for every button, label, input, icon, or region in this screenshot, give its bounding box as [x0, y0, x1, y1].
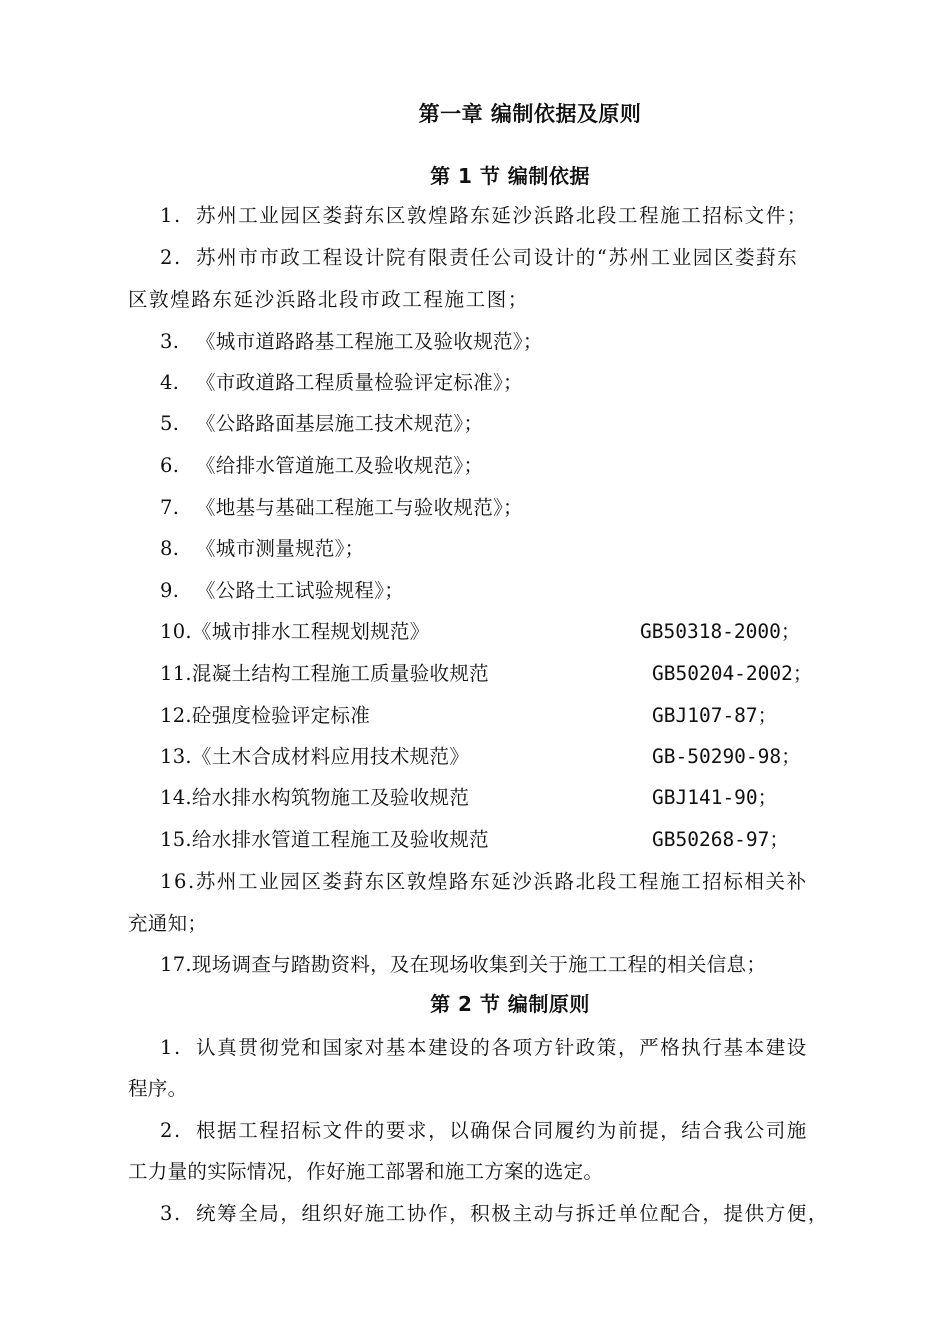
item-text: 给水排水构筑物施工及验收规范	[191, 786, 470, 809]
item-number: 6.	[160, 454, 180, 477]
basis-item-6	[160, 448, 483, 484]
basis-item-2	[160, 240, 798, 276]
basis-item-13	[160, 739, 469, 775]
basis-item-16-continued: 充通知；	[128, 912, 208, 935]
standard-code: GB-50290-98；	[652, 745, 801, 768]
chapter-title: 第一章 编制依据及原则	[418, 102, 642, 126]
item-text: 《公路路面基层施工技术规范》；	[196, 412, 484, 435]
principle-item-3	[160, 1196, 829, 1232]
standard-code: GB50318-2000；	[640, 620, 801, 643]
item-number: 11.	[160, 662, 192, 685]
item-text: 根据工程招标文件的要求，以确保合同履约为前提，结合我公司施	[196, 1119, 808, 1142]
basis-item-14	[160, 780, 469, 816]
basis-item-4	[160, 365, 523, 401]
item-text: 苏州工业园区娄葑东区敦煌路东延沙浜路北段工程施工招标文件；	[196, 204, 808, 227]
item-text: 《市政道路工程质量检验评定标准》；	[196, 371, 523, 394]
item-number: 16.	[160, 870, 196, 893]
standard-code: GBJ141-90；	[652, 786, 778, 809]
item-text: 苏州工业园区娄葑东区敦煌路东延沙浜路北段工程施工招标相关补	[195, 870, 808, 893]
section-2-title: 第 2 节 编制原则	[430, 992, 590, 1016]
item-text: 《公路土工试验规程》；	[196, 579, 405, 602]
item-number: 17.	[160, 953, 192, 976]
item-text: 苏州市市政工程设计院有限责任公司设计的“苏州工业园区娄葑东	[196, 246, 799, 269]
basis-item-10	[160, 614, 430, 650]
standard-code: GBJ107-87；	[652, 704, 778, 727]
basis-item-16	[160, 864, 808, 900]
item-text: 给水排水管道工程施工及验收规范	[191, 828, 489, 851]
item-text: 现场调查与踏勘资料，及在现场收集到关于施工工程的相关信息；	[191, 953, 767, 976]
basis-item-15	[160, 822, 489, 858]
item-number: 1.	[160, 1036, 182, 1059]
item-number: 8.	[160, 537, 180, 560]
item-number: 13.	[160, 745, 192, 768]
item-number: 3.	[160, 330, 180, 353]
item-text: 《土木合成材料应用技术规范》	[191, 745, 470, 768]
item-text: 《给排水管道施工及验收规范》；	[196, 454, 484, 477]
basis-item-5	[160, 406, 483, 442]
item-number: 14.	[160, 786, 192, 809]
standard-code: GB50204-2002；	[652, 662, 813, 685]
basis-item-8	[160, 531, 364, 567]
item-number: 15.	[160, 828, 192, 851]
principle-item-1	[160, 1030, 808, 1066]
item-number: 7.	[160, 496, 180, 519]
standard-code: GB50268-97；	[652, 828, 789, 851]
item-number: 2.	[160, 1119, 182, 1142]
principle-item-2	[160, 1113, 808, 1149]
basis-item-1	[160, 198, 808, 234]
basis-item-2-continued: 区敦煌路东延沙浜路北段市政工程施工图；	[128, 288, 529, 311]
item-number: 5.	[160, 412, 180, 435]
section-1-title: 第 1 节 编制依据	[430, 164, 590, 188]
principle-item-2-continued: 工力量的实际情况，作好施工部署和施工方案的选定。	[128, 1160, 604, 1183]
item-text: 《城市测量规范》；	[196, 537, 365, 560]
item-number: 9.	[160, 579, 180, 602]
item-text: 混凝土结构工程施工质量验收规范	[191, 662, 489, 685]
item-text: 砼强度检验评定标准	[191, 704, 371, 727]
item-number: 2.	[160, 246, 182, 269]
basis-item-7	[160, 490, 523, 526]
item-number: 1.	[160, 204, 182, 227]
principle-item-1-continued: 程序。	[128, 1077, 188, 1100]
item-text: 《城市道路路基工程施工及验收规范》；	[196, 330, 543, 353]
basis-item-3	[160, 324, 543, 360]
basis-item-17	[160, 947, 766, 983]
item-text: 认真贯彻党和国家对基本建设的各项方针政策，严格执行基本建设	[196, 1036, 808, 1059]
basis-item-11	[160, 656, 489, 692]
basis-item-12	[160, 698, 370, 734]
item-text: 统筹全局，组织好施工协作，积极主动与拆迁单位配合，提供方便，	[196, 1202, 830, 1225]
item-number: 12.	[160, 704, 192, 727]
item-text: 《地基与基础工程施工与验收规范》；	[196, 496, 523, 519]
basis-item-9	[160, 573, 404, 609]
item-number: 10.	[160, 620, 192, 643]
item-number: 3.	[160, 1202, 182, 1225]
item-number: 4.	[160, 371, 180, 394]
item-text: 《城市排水工程规划规范》	[191, 620, 430, 643]
